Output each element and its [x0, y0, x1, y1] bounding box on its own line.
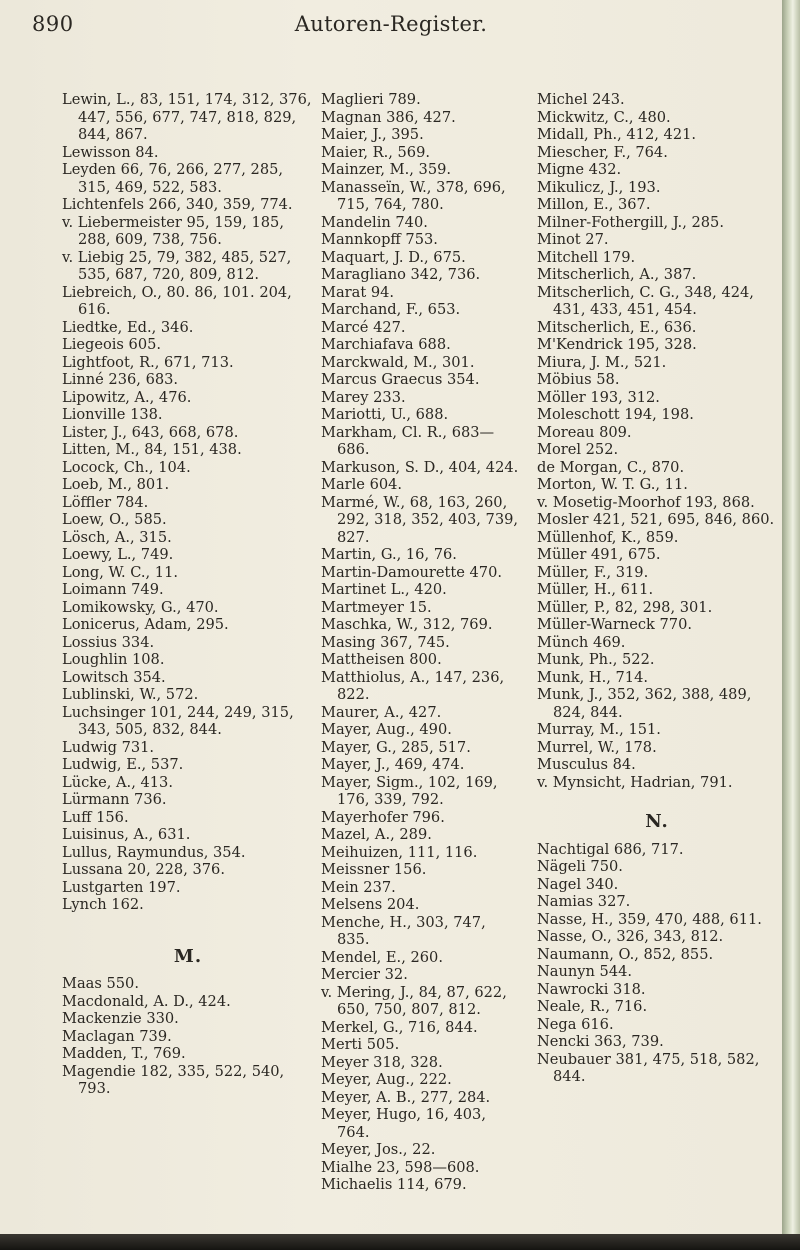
- index-entry: Müller, H., 611.: [537, 581, 654, 598]
- index-entry: Marckwald, M., 301.: [321, 353, 475, 371]
- index-entry: Loeb, M., 801.: [62, 476, 170, 493]
- index-entry: Lipowitz, A., 476.: [62, 388, 192, 406]
- index-entry: Markuson, S. D., 404, 424.: [321, 458, 519, 476]
- index-entry: v. Liebermeister 95, 159, 185, 288, 609, 738, 756.: [62, 213, 284, 248]
- index-entry: v. Mynsicht, Hadrian, 791.: [537, 773, 733, 791]
- index-entry: Miescher, F., 764.: [537, 143, 668, 161]
- index-entry: Lowitsch 354.: [62, 668, 166, 686]
- index-entry: Lublinski, W., 572.: [62, 686, 199, 703]
- index-entry: Nasse, O., 326, 343, 812.: [537, 928, 724, 945]
- index-entry: Munk, J., 352, 362, 388, 489, 824, 844.: [537, 686, 752, 721]
- index-entry: Martinet L., 420.: [321, 581, 447, 598]
- index-entry: Neubauer 381, 475, 518, 582, 844.: [537, 1050, 760, 1085]
- page-edge: [782, 0, 800, 1250]
- index-entry: Loughlin 108.: [62, 651, 165, 668]
- index-entry: Mercier 32.: [321, 966, 408, 983]
- index-entry: Ludwig, E., 537.: [62, 756, 184, 773]
- index-entry: Mariotti, U., 688.: [321, 406, 449, 423]
- index-entry: Markham, Cl. R., 683—686.: [321, 423, 495, 458]
- index-entry: Meihuizen, 111, 116.: [321, 843, 478, 861]
- index-entry: Miura, J. M., 521.: [537, 353, 667, 371]
- index-entry: Masing 367, 745.: [321, 633, 450, 651]
- index-entry: Maier, R., 569.: [321, 143, 430, 161]
- index-entry: Moleschott 194, 198.: [537, 406, 694, 423]
- index-entry: Lossius 334.: [62, 633, 155, 651]
- index-entry: Nawrocki 318.: [537, 980, 646, 998]
- index-entry: Martin-Damourette 470.: [321, 563, 503, 581]
- index-entry: Mitscherlich, A., 387.: [537, 266, 697, 283]
- index-entry: Meissner 156.: [321, 861, 427, 878]
- page-header: [0, 12, 782, 42]
- index-entry: Marcé 427.: [321, 318, 406, 336]
- index-entry: Lussana 20, 228, 376.: [62, 861, 225, 878]
- index-entry: Mitscherlich, C. G., 348, 424, 431, 433, 451, 454.: [537, 283, 754, 318]
- index-entry: Neale, R., 716.: [537, 998, 648, 1015]
- index-entry: Mandelin 740.: [321, 213, 428, 231]
- index-entry: Lullus, Raymundus, 354.: [62, 843, 246, 861]
- scan-bottom-border: [0, 1234, 800, 1250]
- index-entry: Morton, W. T. G., 11.: [537, 476, 688, 493]
- index-entry: Long, W. C., 11.: [62, 563, 178, 581]
- index-entry: Lonicerus, Adam, 295.: [62, 616, 229, 633]
- index-entry: Münch 469.: [537, 633, 626, 651]
- index-entry: Manasseïn, W., 378, 696, 715, 764, 780.: [321, 178, 506, 213]
- index-entry: Luisinus, A., 631.: [62, 826, 191, 843]
- index-entry: Murrel, W., 178.: [537, 738, 657, 756]
- index-entry: Nasse, H., 359, 470, 488, 611.: [537, 910, 762, 928]
- index-entry: Lewin, L., 83, 151, 174, 312, 376, 447, 556, 677, 747, 818, 829, 844, 867.: [62, 91, 312, 143]
- index-entry: M'Kendrick 195, 328.: [537, 336, 697, 353]
- index-entry: Möller 193, 312.: [537, 388, 660, 406]
- index-column-1: [62, 91, 314, 1098]
- index-entry: v. Mosetig-Moorhof 193, 868.: [537, 493, 755, 511]
- index-entry: Lynch 162.: [62, 896, 144, 913]
- index-entry: v. Mering, J., 84, 87, 622, 650, 750, 807, 812.: [321, 983, 507, 1018]
- index-entry: Naumann, O., 852, 855.: [537, 945, 714, 963]
- index-entry: Mayer, Sigm., 102, 169, 176, 339, 792.: [321, 773, 498, 808]
- index-entry: Michel 243.: [537, 91, 625, 108]
- index-entry: Lichtenfels 266, 340, 359, 774.: [62, 196, 293, 213]
- index-entry: Mitscherlich, E., 636.: [537, 318, 697, 336]
- index-entry: Menche, H., 303, 747, 835.: [321, 913, 486, 948]
- index-entry: Musculus 84.: [537, 756, 636, 773]
- index-entry: Moreau 809.: [537, 423, 632, 441]
- index-entry: Mickwitz, C., 480.: [537, 108, 671, 126]
- index-column-3: [537, 91, 777, 1086]
- index-entry: Nega 616.: [537, 1015, 614, 1033]
- index-entry: Marey 233.: [321, 388, 406, 406]
- index-entry: Müller-Warneck 770.: [537, 616, 693, 633]
- index-entry: Maragliano 342, 736.: [321, 266, 481, 283]
- index-entry: Martmeyer 15.: [321, 598, 432, 616]
- index-entry: Lionville 138.: [62, 406, 163, 423]
- index-entry: Milner-Fothergill, J., 285.: [537, 213, 724, 231]
- index-entry: Marchiafava 688.: [321, 336, 451, 353]
- index-entry: Liedtke, Ed., 346.: [62, 318, 194, 336]
- index-entry: Mazel, A., 289.: [321, 826, 432, 843]
- index-entry: Liebreich, O., 80. 86, 101. 204, 616.: [62, 283, 292, 318]
- index-entry: Munk, H., 714.: [537, 668, 648, 686]
- index-entry: Naunyn 544.: [537, 963, 633, 980]
- index-entry: Meyer, Hugo, 16, 403, 764.: [321, 1106, 486, 1141]
- index-entry: Loimann 749.: [62, 581, 164, 598]
- index-entry: Lustgarten 197.: [62, 878, 181, 896]
- index-entry: Mattheisen 800.: [321, 651, 442, 668]
- index-entry: Marle 604.: [321, 476, 403, 493]
- index-entry: Möbius 58.: [537, 371, 620, 388]
- index-entry: Locock, Ch., 104.: [62, 458, 191, 476]
- index-entry: Mainzer, M., 359.: [321, 161, 452, 178]
- index-entry: Luff 156.: [62, 808, 129, 826]
- index-entry: Mitchell 179.: [537, 248, 636, 266]
- index-entry: Mendel, E., 260.: [321, 948, 443, 966]
- index-entry: Migne 432.: [537, 161, 622, 178]
- index-entry: Löffler 784.: [62, 493, 149, 511]
- index-entry: Müllenhof, K., 859.: [537, 528, 679, 546]
- running-head-title: Autoren-Register.: [294, 12, 488, 36]
- index-entry: Mialhe 23, 598—608.: [321, 1158, 480, 1176]
- index-entry: Mikulicz, J., 193.: [537, 178, 661, 196]
- index-entry: Maurer, A., 427.: [321, 703, 442, 721]
- index-entry: Ludwig 731.: [62, 738, 155, 756]
- section-letter: M.: [173, 945, 203, 967]
- index-entry: Millon, E., 367.: [537, 196, 651, 213]
- index-entry: Macdonald, A. D., 424.: [62, 992, 231, 1010]
- page-number: 890: [32, 12, 74, 36]
- index-entry: Lightfoot, R., 671, 713.: [62, 353, 234, 371]
- index-entry: de Morgan, C., 870.: [537, 458, 685, 476]
- index-entry: Munk, Ph., 522.: [537, 651, 655, 668]
- index-entry: Meyer, A. B., 277, 284.: [321, 1088, 491, 1106]
- index-entry: Maquart, J. D., 675.: [321, 248, 466, 266]
- index-entry: Mannkopff 753.: [321, 231, 438, 248]
- index-entry: Matthiolus, A., 147, 236, 822.: [321, 668, 505, 703]
- index-entry: Luchsinger 101, 244, 249, 315, 343, 505, 832, 844.: [62, 703, 294, 738]
- section-letter: N.: [645, 811, 669, 832]
- index-entry: Mosler 421, 521, 695, 846, 860.: [537, 511, 775, 528]
- index-entry: Litten, M., 84, 151, 438.: [62, 441, 242, 458]
- index-entry: Michaelis 114, 679.: [321, 1176, 467, 1193]
- index-entry: Linné 236, 683.: [62, 371, 179, 388]
- index-entry: Nägeli 750.: [537, 858, 623, 875]
- index-entry: Müller 491, 675.: [537, 546, 661, 563]
- index-entry: Magendie 182, 335, 522, 540, 793.: [62, 1062, 285, 1097]
- index-entry: Lücke, A., 413.: [62, 773, 173, 791]
- index-entry: Lösch, A., 315.: [62, 528, 172, 546]
- index-entry: Lürmann 736.: [62, 791, 167, 808]
- index-entry: Nagel 340.: [537, 875, 619, 893]
- index-entry: Murray, M., 151.: [537, 721, 661, 738]
- index-entry: Marmé, W., 68, 163, 260, 292, 318, 352, 403, 739, 827.: [321, 493, 519, 546]
- index-entry: Meyer, Aug., 222.: [321, 1071, 452, 1088]
- index-column-2: [321, 91, 521, 1194]
- index-entry: Minot 27.: [537, 231, 609, 248]
- index-entry: Maschka, W., 312, 769.: [321, 616, 493, 633]
- index-entry: Meyer, Jos., 22.: [321, 1141, 436, 1158]
- index-entry: Loewy, L., 749.: [62, 546, 174, 563]
- index-entry: Leyden 66, 76, 266, 277, 285, 315, 469, 522, 583.: [62, 161, 284, 196]
- index-entry: Merti 505.: [321, 1036, 400, 1053]
- index-entry: Midall, Ph., 412, 421.: [537, 126, 697, 143]
- index-entry: Maier, J., 395.: [321, 126, 424, 143]
- index-entry: Namias 327.: [537, 893, 631, 910]
- index-entry: Marat 94.: [321, 283, 395, 301]
- index-entry: Liegeois 605.: [62, 336, 162, 353]
- index-entry: Maglieri 789.: [321, 91, 421, 108]
- index-entry: Marchand, F., 653.: [321, 301, 461, 318]
- index-entry: Melsens 204.: [321, 896, 420, 913]
- index-entry: Merkel, G., 716, 844.: [321, 1018, 478, 1036]
- index-entry: Mackenzie 330.: [62, 1010, 179, 1027]
- index-entry: Martin, G., 16, 76.: [321, 546, 457, 563]
- index-entry: Loew, O., 585.: [62, 511, 167, 528]
- index-entry: Morel 252.: [537, 441, 619, 458]
- index-entry: v. Liebig 25, 79, 382, 485, 527, 535, 687, 720, 809, 812.: [62, 248, 292, 283]
- index-entry: Marcus Graecus 354.: [321, 371, 480, 388]
- index-entry: Mayer, Aug., 490.: [321, 721, 452, 738]
- index-entry: Lewisson 84.: [62, 143, 159, 161]
- index-entry: Lister, J., 643, 668, 678.: [62, 423, 239, 441]
- index-entry: Maclagan 739.: [62, 1027, 172, 1045]
- index-entry: Meyer 318, 328.: [321, 1053, 443, 1071]
- index-entry: Müller, P., 82, 298, 301.: [537, 598, 713, 616]
- index-entry: Mayer, J., 469, 474.: [321, 756, 465, 773]
- index-entry: Madden, T., 769.: [62, 1045, 186, 1062]
- index-entry: Nachtigal 686, 717.: [537, 840, 684, 858]
- index-entry: Müller, F., 319.: [537, 563, 649, 581]
- index-entry: Magnan 386, 427.: [321, 108, 456, 126]
- index-entry: Nencki 363, 739.: [537, 1033, 664, 1050]
- index-entry: Lomikowsky, G., 470.: [62, 598, 219, 616]
- index-entry: Mayer, G., 285, 517.: [321, 738, 471, 756]
- index-entry: Mein 237.: [321, 878, 396, 896]
- index-entry: Mayerhofer 796.: [321, 808, 445, 826]
- index-entry: Maas 550.: [62, 975, 139, 992]
